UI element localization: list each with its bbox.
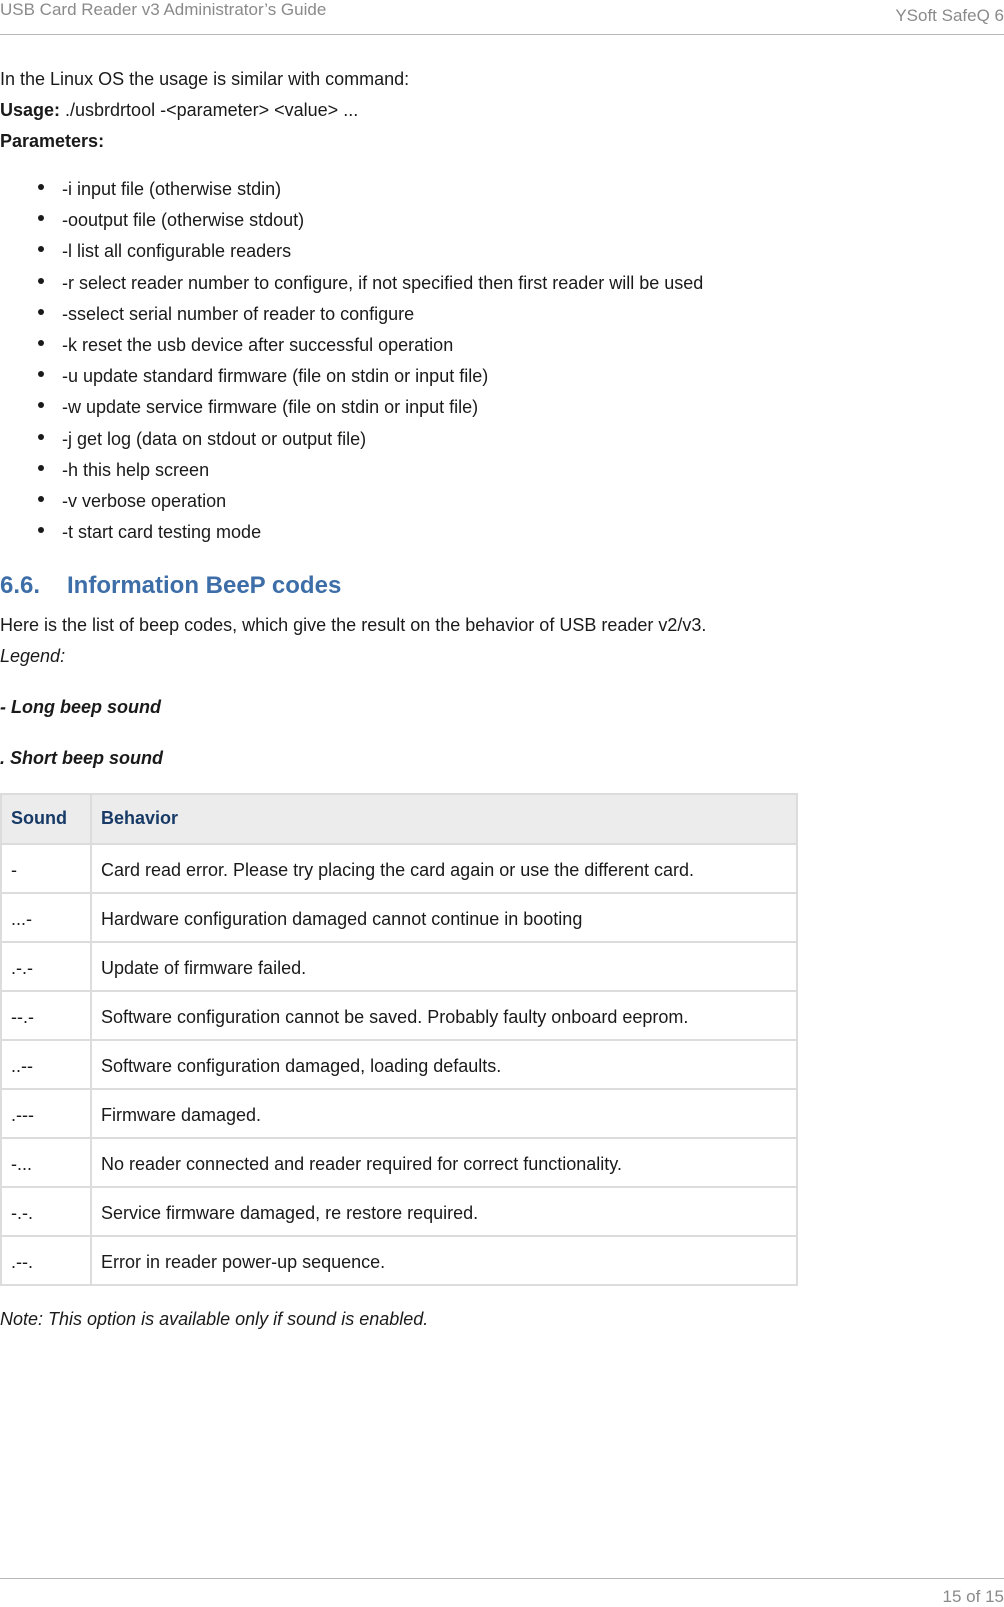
table-row [1,844,797,893]
behavior-cell: Firmware damaged. [91,1089,797,1138]
page-content [0,64,1000,1335]
bullet-icon [38,340,44,346]
table-row [1,991,797,1040]
bullet-icon [38,215,44,221]
list-item: -r select reader number to configure, if not specified then first reader will be used [0,268,1000,299]
section-heading [0,566,1000,606]
list-item: -w update service firmware (file on stdin or input file) [0,392,1000,423]
sound-cell: .-.- [1,942,91,991]
header-sound: Sound [1,794,91,844]
linux-intro: In the Linux OS the usage is similar with command: [0,69,410,89]
bullet-icon [38,434,44,440]
legend-long-beep: - Long beep sound [0,697,161,718]
list-item: -v verbose operation [0,486,1000,517]
product-name: YSoft SafeQ 6 [895,6,1004,25]
table-row [1,1040,797,1089]
bullet-icon [38,371,44,377]
section-title: Information BeeP codes [67,572,342,600]
list-item: -t start card testing mode [0,517,1000,548]
list-item: -ooutput file (otherwise stdout) [0,205,1000,236]
list-item: -j get log (data on stdout or output file) [0,424,1000,455]
list-item: -u update standard firmware (file on stdin or input file) [0,361,1000,392]
section-intro: Here is the list of beep codes, which give the result on the behavior of USB reader v2/v3. [0,615,707,636]
usage-line [0,95,1000,126]
behavior-cell: No reader connected and reader required for correct functionality. [91,1138,797,1187]
document-title: USB Card Reader v3 Administrator’s Guide [0,0,327,19]
behavior-cell: Service firmware damaged, re restore required. [91,1187,797,1236]
behavior-cell: Card read error. Please try placing the card again or use the different card. [91,844,797,893]
list-item: -l list all configurable readers [0,236,1000,267]
table-row [1,1138,797,1187]
table-row [1,1187,797,1236]
parameters-label: Parameters: [0,131,105,151]
sound-cell: ..-- [1,1040,91,1089]
page-number: 15 of 15 [942,1587,1004,1606]
behavior-cell: Error in reader power-up sequence. [91,1236,797,1285]
sound-cell: ...- [1,893,91,942]
bullet-icon [38,465,44,471]
bullet-icon [38,309,44,315]
list-item: -h this help screen [0,455,1000,486]
parameters-list [0,174,1000,548]
legend-label: Legend: [0,646,66,667]
bullet-icon [38,527,44,533]
header-behavior: Behavior [91,794,797,844]
sound-cell: .--- [1,1089,91,1138]
sound-cell: -.-. [1,1187,91,1236]
bullet-icon [38,402,44,408]
behavior-cell: Software configuration cannot be saved. Probably faulty onboard eeprom. [91,991,797,1040]
section-number: 6.6. [0,572,41,600]
usage-label: Usage: [0,100,61,120]
sound-cell: - [1,844,91,893]
page-footer [0,1578,1004,1606]
sound-cell: .--. [1,1236,91,1285]
sound-cell: --.- [1,991,91,1040]
table-row [1,1236,797,1285]
table-row [1,1089,797,1138]
beep-codes-table [0,793,798,1286]
list-item: -sselect serial number of reader to configure [0,299,1000,330]
page-header [0,0,1004,35]
bullet-icon [38,246,44,252]
bullet-icon [38,496,44,502]
list-item: -k reset the usb device after successful operation [0,330,1000,361]
legend-short-beep: . Short beep sound [0,748,164,769]
behavior-cell: Update of firmware failed. [91,942,797,991]
table-row [1,893,797,942]
note-text: Note: This option is available only if sound is enabled. [0,1309,429,1330]
bullet-icon [38,278,44,284]
sound-cell: -... [1,1138,91,1187]
table-header-row [1,794,797,844]
usage-command: ./usbrdrtool -<parameter> <value> ... [60,100,359,120]
behavior-cell: Software configuration damaged, loading defaults. [91,1040,797,1089]
table-row [1,942,797,991]
bullet-icon [38,184,44,190]
list-item: -i input file (otherwise stdin) [0,174,1000,205]
behavior-cell: Hardware configuration damaged cannot continue in booting [91,893,797,942]
